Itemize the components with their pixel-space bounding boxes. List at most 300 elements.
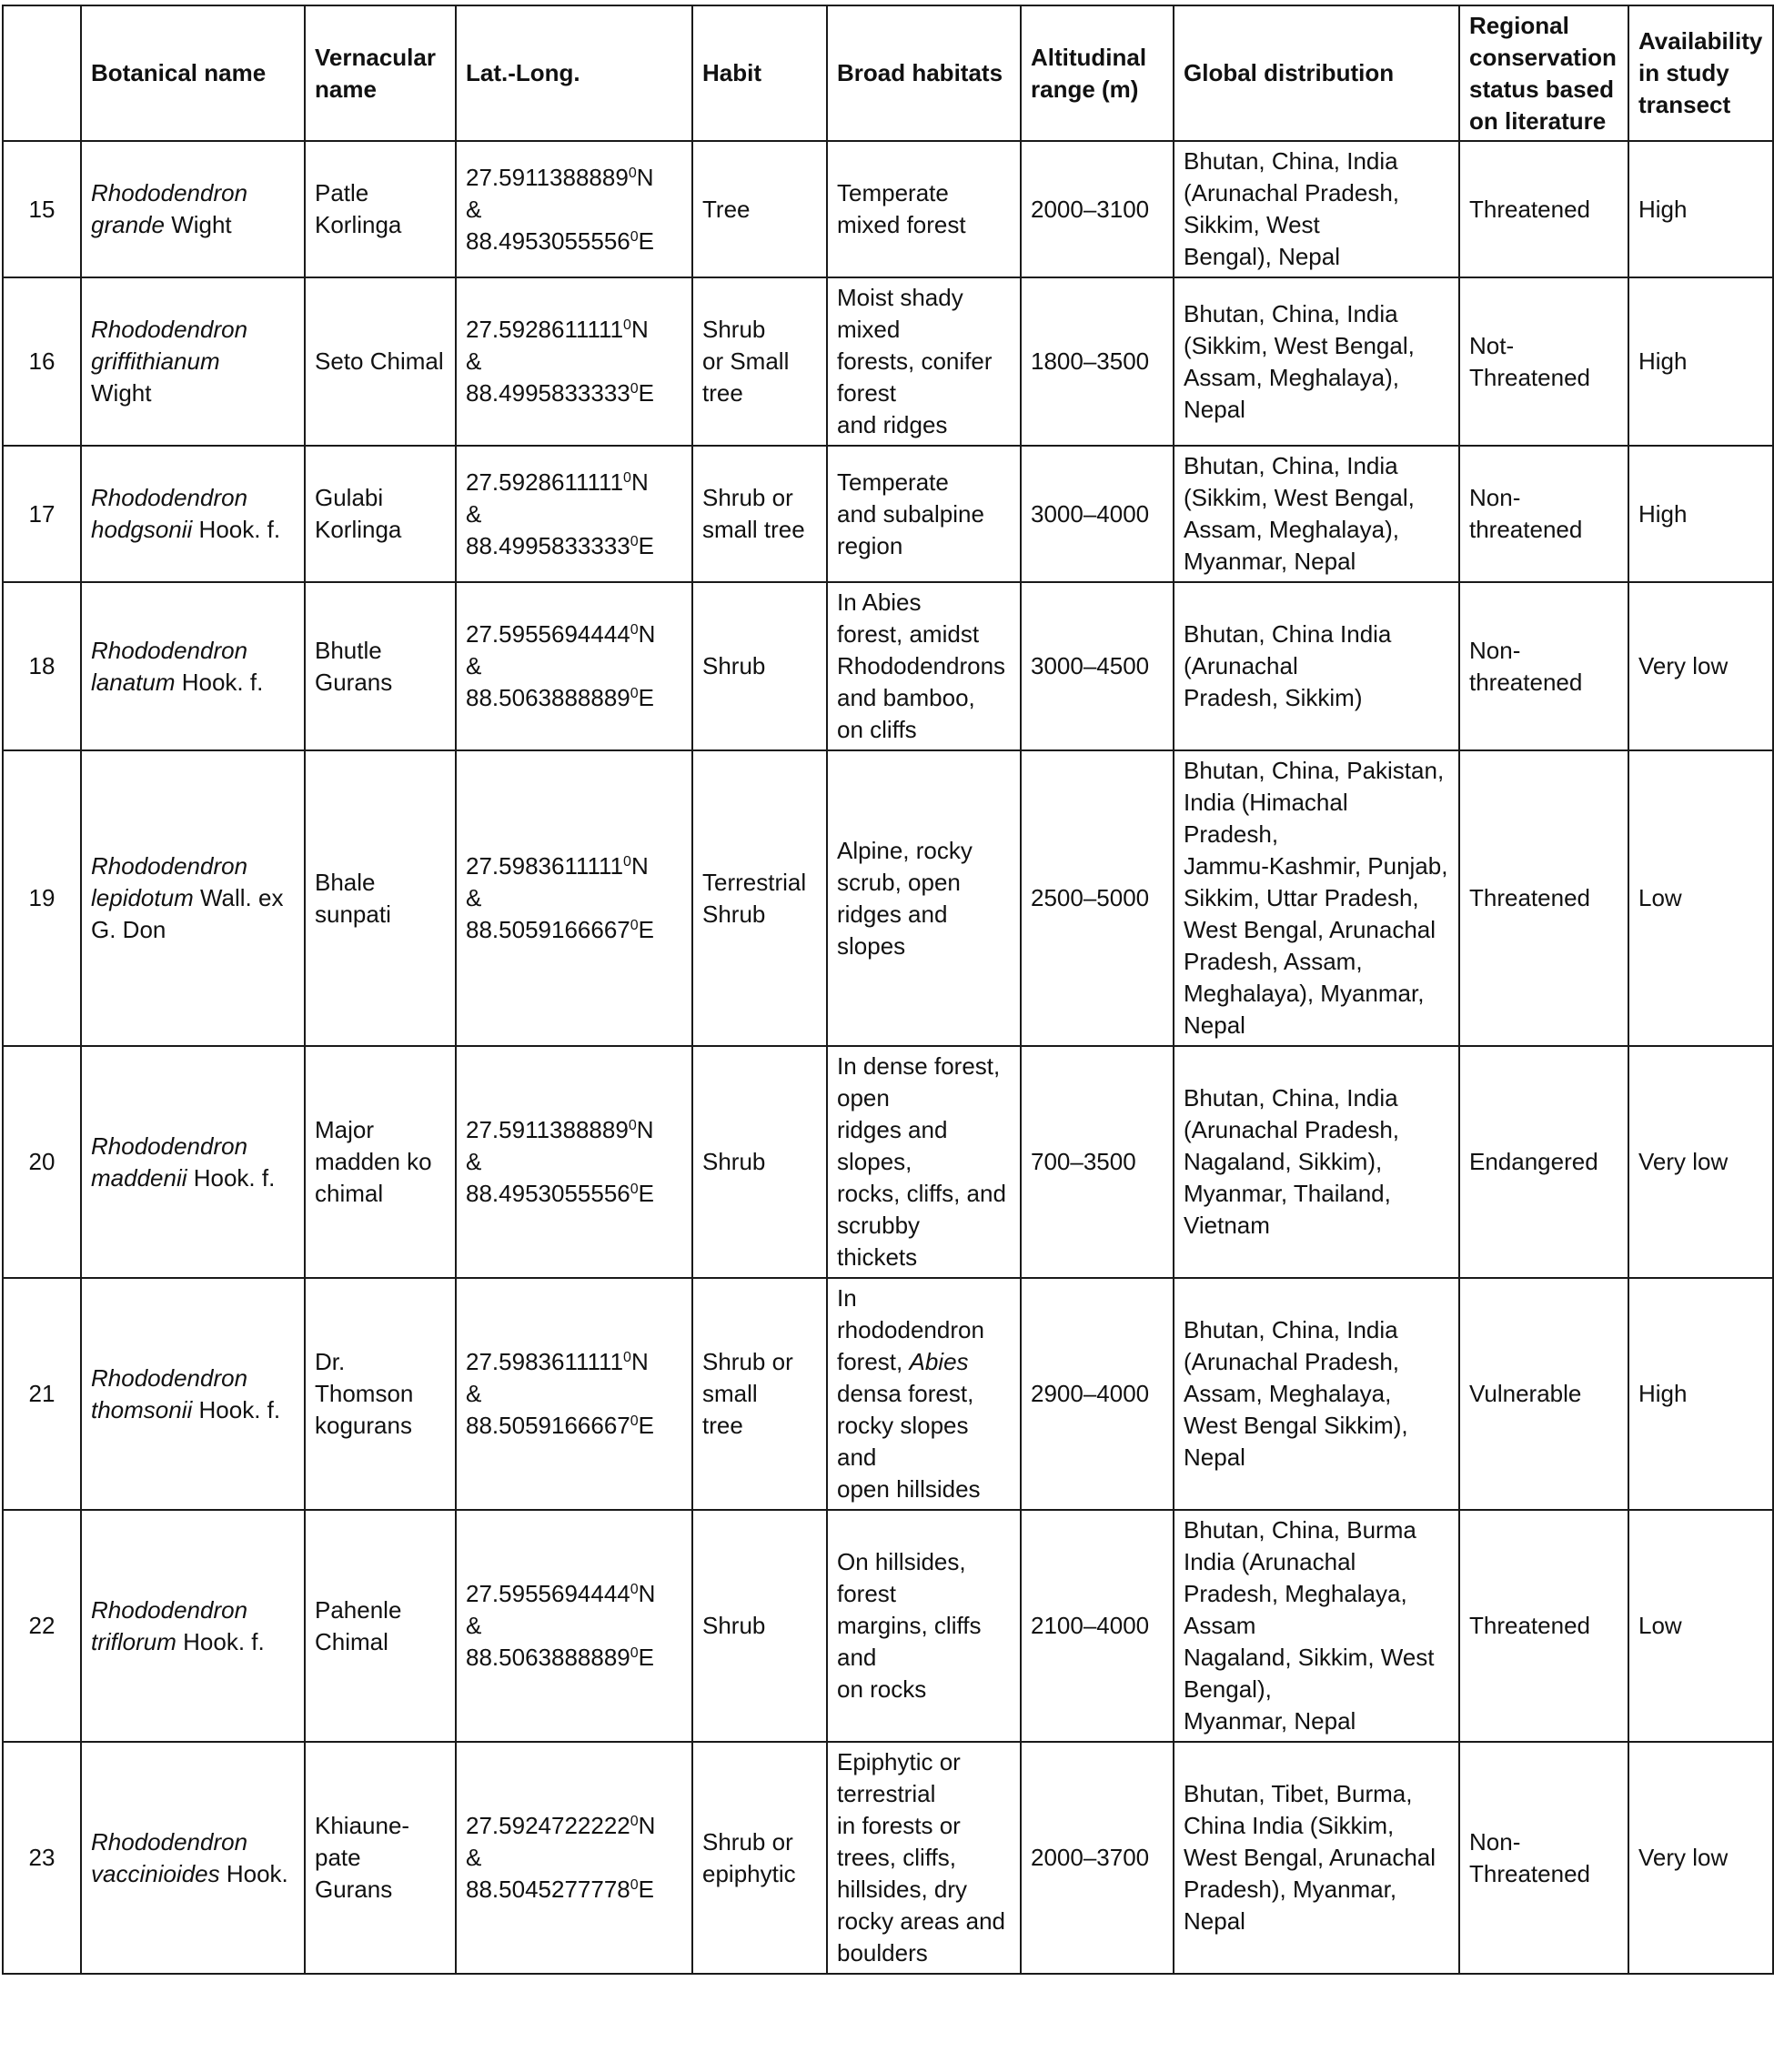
distribution-line: (Sikkim, West Bengal, — [1184, 484, 1415, 511]
latitude-suffix: N — [638, 1580, 656, 1607]
row-number: 18 — [3, 582, 81, 750]
habitat-line — [837, 1610, 1011, 1642]
habitat-line — [837, 1210, 1011, 1242]
row-number: 19 — [3, 750, 81, 1046]
availability-cell: Very low — [1628, 1046, 1773, 1278]
longitude — [466, 1410, 682, 1442]
habit-cell — [692, 277, 827, 446]
habit-line: Shrub — [702, 900, 766, 928]
habit-cell — [692, 141, 827, 277]
latitude-value: 27.5983611111 — [466, 1348, 624, 1375]
longitude-suffix: E — [638, 684, 654, 711]
ampersand: & — [466, 347, 482, 375]
vernacular-name-cell — [305, 141, 456, 277]
distribution-line: Nepal — [1184, 1011, 1245, 1039]
header-botanical-name: Botanical name — [81, 5, 305, 141]
botanical-name-line — [91, 635, 295, 667]
genus-species-italic: Rhododendron — [91, 316, 248, 343]
habitat-text: Alpine, rocky — [837, 836, 973, 864]
status-line: Non- — [1469, 1827, 1521, 1856]
distribution-line: China India (Sikkim, — [1184, 1812, 1395, 1839]
habitat-text: ridges and — [837, 900, 948, 928]
distribution-line: Assam — [1184, 1612, 1256, 1639]
table-row — [3, 582, 1773, 750]
longitude-value: 88.4953055556 — [466, 226, 630, 255]
header-line: Availability — [1638, 27, 1763, 55]
botanical-name-line — [91, 914, 295, 946]
habitat-text: scrub, open — [837, 868, 961, 896]
distribution-line: West Bengal Sikkim), — [1184, 1412, 1408, 1439]
habitat-text: rocks, cliffs, and — [837, 1180, 1006, 1207]
header-row — [3, 5, 1773, 141]
genus-species-italic: maddenii — [91, 1163, 187, 1192]
botanical-name-line — [91, 1858, 295, 1890]
distribution-cell — [1174, 1278, 1459, 1510]
lat-long-cell — [456, 141, 692, 277]
genus-species-italic: hodgsonii — [91, 516, 193, 543]
genus-species-italic: vaccinioides — [91, 1859, 220, 1887]
habit-line: Shrub — [702, 1612, 766, 1639]
genus-species-italic: grande — [91, 211, 165, 238]
habitat-line — [837, 177, 1011, 209]
degree-mark: 0 — [623, 469, 631, 486]
degree-mark: 0 — [630, 918, 639, 933]
habitat-cell — [827, 1510, 1021, 1742]
altitude-cell: 1800–3500 — [1021, 277, 1174, 446]
longitude-value: 88.4995833333 — [466, 379, 630, 407]
longitude — [466, 1874, 682, 1906]
botanical-name-line — [91, 177, 295, 209]
habitat-line — [837, 1114, 1011, 1146]
lat-long-cell — [456, 277, 692, 446]
botanical-name-line — [91, 209, 295, 241]
habit-line: epiphytic — [702, 1859, 796, 1887]
latitude-value: 27.5955694444 — [466, 620, 630, 648]
botanical-name-cell — [81, 1278, 305, 1510]
latitude-suffix: N — [636, 163, 654, 191]
genus-species-italic: lepidotum — [91, 884, 194, 911]
lat-long-cell — [456, 582, 692, 750]
distribution-line: Nepal — [1184, 395, 1245, 423]
distribution-cell — [1174, 750, 1459, 1046]
latitude — [466, 162, 682, 194]
vernacular-line: kogurans — [315, 1412, 412, 1439]
distribution-line: West Bengal, Arunachal — [1184, 916, 1436, 943]
habitat-line — [837, 1410, 1011, 1442]
ampersand: & — [466, 1844, 482, 1871]
distribution-line: (Arunachal — [1184, 652, 1298, 679]
conservation-status-cell — [1459, 446, 1628, 582]
vernacular-name-cell — [305, 277, 456, 446]
genus-species-italic: Rhododendron — [91, 852, 248, 880]
distribution-line: Bhutan, China, India — [1184, 299, 1398, 327]
habitat-text: Temperate — [837, 468, 949, 496]
status-line: Threatened — [1469, 1859, 1590, 1887]
lat-long-cell — [456, 750, 692, 1046]
availability-cell: Very low — [1628, 1742, 1773, 1974]
table-row — [3, 1046, 1773, 1278]
genus-species-italic: Rhododendron — [91, 1827, 248, 1856]
habit-line: Shrub — [702, 652, 766, 679]
habitat-text: and bamboo, — [837, 684, 975, 711]
habitat-line — [837, 1906, 1011, 1937]
habit-line: Shrub — [702, 316, 766, 343]
habitat-text: rocky slopes — [837, 1412, 969, 1439]
ampersand: & — [466, 499, 482, 528]
degree-mark: 0 — [628, 1118, 637, 1133]
distribution-line: Assam, Meghalaya, — [1184, 1380, 1392, 1407]
status-line: Threatened — [1469, 195, 1590, 223]
status-line: Endangered — [1469, 1148, 1598, 1175]
author-citation: Wall. ex — [193, 884, 284, 911]
longitude — [466, 226, 682, 257]
habit-line: tree — [702, 1412, 743, 1439]
longitude-suffix: E — [638, 916, 654, 943]
habitat-line — [837, 282, 1011, 314]
status-line: Threatened — [1469, 1612, 1590, 1639]
vernacular-line: sunpati — [315, 900, 391, 928]
distribution-line: Pradesh, Assam, — [1184, 948, 1363, 975]
habitat-line — [837, 587, 1011, 619]
genus-species-italic: Rhododendron — [91, 1363, 248, 1392]
botanical-name-line — [91, 514, 295, 546]
conservation-status-cell — [1459, 1510, 1628, 1742]
habitat-text: terrestrial — [837, 1780, 936, 1807]
botanical-name-line — [91, 1594, 295, 1626]
longitude-value: 88.5059166667 — [466, 916, 630, 943]
habitat-line — [837, 1346, 1011, 1378]
habit-line: or Small — [702, 347, 790, 375]
distribution-line: Sikkim, Uttar Pradesh, — [1184, 884, 1419, 911]
habitat-line — [837, 1642, 1011, 1674]
ampersand: & — [466, 1380, 482, 1407]
latitude — [466, 1114, 682, 1146]
habitat-text: hillsides, dry — [837, 1876, 968, 1903]
habitat-cell — [827, 1742, 1021, 1974]
habitat-text: forests, conifer — [837, 347, 993, 375]
vernacular-line: Bhale — [315, 868, 376, 896]
habitat-text: Epiphytic or — [837, 1748, 961, 1775]
availability-cell: High — [1628, 141, 1773, 277]
status-line: Non- — [1469, 484, 1521, 511]
vernacular-line: Patle — [315, 179, 369, 206]
distribution-line: Bhutan, Tibet, Burma, — [1184, 1780, 1413, 1807]
author-citation: Wight — [91, 379, 152, 407]
distribution-cell — [1174, 277, 1459, 446]
habitat-line — [837, 314, 1011, 346]
header-conservation-status — [1459, 5, 1628, 141]
header-vernacular-name — [305, 5, 456, 141]
genus-species-italic: Rhododendron — [91, 1132, 248, 1160]
latitude — [466, 1578, 682, 1610]
row-number: 20 — [3, 1046, 81, 1278]
header-line: range (m) — [1031, 75, 1139, 103]
habit-cell — [692, 1046, 827, 1278]
habitat-text: rhododendron — [837, 1316, 984, 1343]
botanical-name-cell — [81, 277, 305, 446]
availability-cell: High — [1628, 446, 1773, 582]
header-lat-long: Lat.-Long. — [456, 5, 692, 141]
botanical-name-line — [91, 314, 295, 346]
habitat-text: region — [837, 531, 903, 559]
botanical-name-line — [91, 1826, 295, 1858]
habitat-text: In Abies — [837, 588, 922, 616]
vernacular-name-cell — [305, 1278, 456, 1510]
status-line: Threatened — [1469, 363, 1590, 391]
botanical-name-line — [91, 1162, 295, 1194]
habitat-line — [837, 1937, 1011, 1969]
longitude-suffix: E — [638, 1644, 654, 1671]
distribution-line: India (Himachal — [1184, 789, 1348, 816]
distribution-line: Bhutan, China, India — [1184, 452, 1398, 479]
altitude-cell: 2900–4000 — [1021, 1278, 1174, 1510]
degree-mark: 0 — [630, 1877, 639, 1893]
habitat-text: open — [837, 1084, 890, 1111]
longitude-value: 88.4953055556 — [466, 1180, 630, 1207]
habit-line: Shrub — [702, 1148, 766, 1175]
habitat-line — [837, 1282, 1011, 1314]
habitat-line — [837, 467, 1011, 498]
habitat-line — [837, 1082, 1011, 1114]
habitat-text: In — [837, 1284, 857, 1312]
habit-cell — [692, 582, 827, 750]
row-number: 17 — [3, 446, 81, 582]
habitat-line — [837, 1314, 1011, 1346]
author-citation: Hook. f. — [192, 516, 281, 543]
header-habit: Habit — [692, 5, 827, 141]
distribution-line: Myanmar, Nepal — [1184, 548, 1356, 575]
distribution-line: Nagaland, Sikkim, West — [1184, 1644, 1435, 1671]
degree-mark: 0 — [623, 317, 631, 333]
conservation-status-cell — [1459, 141, 1628, 277]
habitat-text: densa forest, — [837, 1380, 974, 1407]
author-citation: Hook. f. — [192, 1395, 281, 1423]
distribution-cell — [1174, 582, 1459, 750]
distribution-line: Bhutan, China, India — [1184, 1316, 1398, 1343]
latitude-suffix: N — [638, 1812, 656, 1839]
latitude — [466, 619, 682, 650]
header-line: status based — [1469, 75, 1614, 103]
table-row — [3, 1510, 1773, 1742]
distribution-cell — [1174, 1046, 1459, 1278]
status-line: Not- — [1469, 331, 1515, 359]
habitat-cell — [827, 277, 1021, 446]
availability-cell: Very low — [1628, 582, 1773, 750]
habitat-line — [837, 1674, 1011, 1705]
habitat-line — [837, 530, 1011, 562]
distribution-cell — [1174, 141, 1459, 277]
habitat-line — [837, 650, 1011, 682]
vernacular-name-cell — [305, 446, 456, 582]
latitude — [466, 467, 682, 498]
distribution-line: Bhutan, China, Pakistan, — [1184, 757, 1445, 784]
latitude — [466, 1346, 682, 1378]
vernacular-line: Gurans — [315, 1876, 393, 1903]
habit-line: Shrub or — [702, 484, 793, 511]
habit-line: Shrub or — [702, 1348, 793, 1375]
vernacular-line: Major — [315, 1116, 375, 1143]
habitat-text: thickets — [837, 1243, 918, 1271]
habit-line: tree — [702, 379, 743, 407]
distribution-cell — [1174, 446, 1459, 582]
habitat-line — [837, 1178, 1011, 1210]
botanical-name-line — [91, 377, 295, 409]
ampersand: & — [466, 1148, 482, 1175]
habitat-line — [837, 1578, 1011, 1610]
distribution-line: Bhutan, China India — [1184, 620, 1392, 648]
habitat-line — [837, 1810, 1011, 1842]
habitat-text: on rocks — [837, 1675, 927, 1703]
habitat-line — [837, 377, 1011, 409]
distribution-line: Myanmar, Nepal — [1184, 1707, 1356, 1735]
header-altitudinal-range — [1021, 5, 1174, 141]
vernacular-line: Dr. — [315, 1348, 346, 1375]
latitude-suffix: N — [630, 1348, 649, 1375]
header-availability — [1628, 5, 1773, 141]
latitude-value: 27.5928611111 — [466, 316, 624, 343]
habitat-cell — [827, 141, 1021, 277]
vernacular-line: Pahenle — [315, 1595, 402, 1624]
table-row — [3, 446, 1773, 582]
habitat-text: On hillsides, — [837, 1548, 966, 1575]
habitat-line — [837, 209, 1011, 241]
table-row — [3, 1742, 1773, 1974]
status-line: Threatened — [1469, 884, 1590, 911]
botanical-name-cell — [81, 1510, 305, 1742]
latitude-value: 27.5911388889 — [466, 163, 629, 191]
lat-long-cell — [456, 446, 692, 582]
habitat-text: Temperate — [837, 179, 949, 206]
habitat-text: in forests or — [837, 1812, 961, 1839]
habitat-line — [837, 1146, 1011, 1178]
genus-species-italic: lanatum — [91, 668, 176, 696]
habitat-line — [837, 867, 1011, 899]
habitat-text: forest — [837, 1580, 897, 1607]
vernacular-name-cell — [305, 1046, 456, 1278]
table-row — [3, 141, 1773, 277]
latitude-value: 27.5911388889 — [466, 1116, 629, 1143]
distribution-line: Assam, Meghalaya), — [1184, 363, 1399, 391]
longitude-value: 88.5045277778 — [466, 1876, 630, 1903]
habitat-line — [837, 1546, 1011, 1578]
distribution-line: Myanmar, Thailand, — [1184, 1180, 1391, 1207]
latitude-suffix: N — [638, 620, 656, 648]
header-line: Regional — [1469, 11, 1569, 39]
habit-line: Terrestrial — [702, 868, 807, 896]
header-global-distribution: Global distribution — [1174, 5, 1459, 141]
status-line: Non- — [1469, 636, 1521, 664]
habitat-text: slopes — [837, 931, 906, 960]
longitude-value: 88.5063888889 — [466, 1644, 630, 1671]
author-citation: Hook. — [219, 1859, 288, 1887]
habit-line: Shrub or — [702, 1827, 793, 1856]
habit-line: small tree — [702, 516, 805, 543]
table-row — [3, 1278, 1773, 1510]
table-body — [3, 141, 1773, 1974]
header-line: on literature — [1469, 106, 1607, 135]
habitat-text: rocky areas and — [837, 1907, 1005, 1935]
author-citation: Hook. f. — [176, 1627, 265, 1655]
habitat-text: and — [837, 1443, 877, 1471]
habitat-text: mixed — [837, 316, 901, 343]
distribution-line: Nepal — [1184, 1443, 1245, 1471]
distribution-line: Bengal), Nepal — [1184, 243, 1340, 270]
header-line: name — [315, 75, 377, 103]
habitat-cell — [827, 582, 1021, 750]
vernacular-name-cell — [305, 1510, 456, 1742]
genus-species-italic: triflorum — [91, 1627, 176, 1655]
lat-long-cell — [456, 1046, 692, 1278]
longitude — [466, 682, 682, 714]
habitat-text: forest, — [837, 1348, 910, 1375]
longitude-suffix: E — [638, 1412, 654, 1439]
longitude-suffix: E — [638, 531, 654, 559]
habitat-text: forest — [837, 379, 897, 407]
author-citation: Wight — [164, 211, 232, 238]
degree-mark: 0 — [630, 381, 639, 397]
header-line: Vernacular — [315, 43, 436, 71]
habitat-line — [837, 346, 1011, 377]
habitat-line — [837, 1378, 1011, 1410]
habitat-text: scrubby — [837, 1212, 921, 1239]
longitude-suffix: E — [638, 226, 654, 255]
distribution-cell — [1174, 1742, 1459, 1974]
habitat-cell — [827, 1278, 1021, 1510]
availability-cell: High — [1628, 277, 1773, 446]
habitat-line — [837, 1874, 1011, 1906]
habitat-cell — [827, 750, 1021, 1046]
altitude-cell: 2000–3700 — [1021, 1742, 1174, 1974]
degree-mark: 0 — [630, 686, 639, 701]
status-line: threatened — [1469, 668, 1583, 696]
botanical-name-cell — [81, 1742, 305, 1974]
habitat-text: open hillsides — [837, 1475, 981, 1503]
habitat-line — [837, 619, 1011, 650]
distribution-line: West Bengal, Arunachal — [1184, 1844, 1436, 1871]
ampersand: & — [466, 195, 482, 223]
author-citation: G. Don — [91, 916, 166, 943]
latitude-value: 27.5983611111 — [466, 852, 624, 880]
longitude — [466, 530, 682, 562]
distribution-line: Assam, Meghalaya), — [1184, 516, 1399, 543]
habit-line: small — [702, 1380, 758, 1407]
habitat-line — [837, 1778, 1011, 1810]
distribution-line: Bhutan, China, Burma — [1184, 1516, 1416, 1544]
habit-cell — [692, 446, 827, 582]
distribution-line: Vietnam — [1184, 1212, 1270, 1239]
distribution-line: (Arunachal Pradesh, — [1184, 1116, 1400, 1143]
genus-species-italic: Rhododendron — [91, 1595, 248, 1624]
habitat-text: on cliffs — [837, 716, 917, 743]
longitude — [466, 1178, 682, 1210]
botanical-name-line — [91, 850, 295, 882]
habitat-line — [837, 682, 1011, 714]
header-broad-habitats: Broad habitats — [827, 5, 1021, 141]
vernacular-line: Gurans — [315, 668, 393, 696]
status-line: threatened — [1469, 516, 1583, 543]
habitat-text: mixed forest — [837, 211, 966, 238]
latitude — [466, 314, 682, 346]
habitat-line — [837, 1051, 1011, 1082]
habit-line: Tree — [702, 195, 751, 223]
distribution-line: India (Arunachal — [1184, 1548, 1356, 1575]
distribution-line: Nagaland, Sikkim), — [1184, 1148, 1383, 1175]
botanical-name-line — [91, 346, 295, 377]
habit-cell — [692, 1742, 827, 1974]
habitat-line — [837, 409, 1011, 441]
habitat-line — [837, 1242, 1011, 1273]
botanical-name-cell — [81, 141, 305, 277]
